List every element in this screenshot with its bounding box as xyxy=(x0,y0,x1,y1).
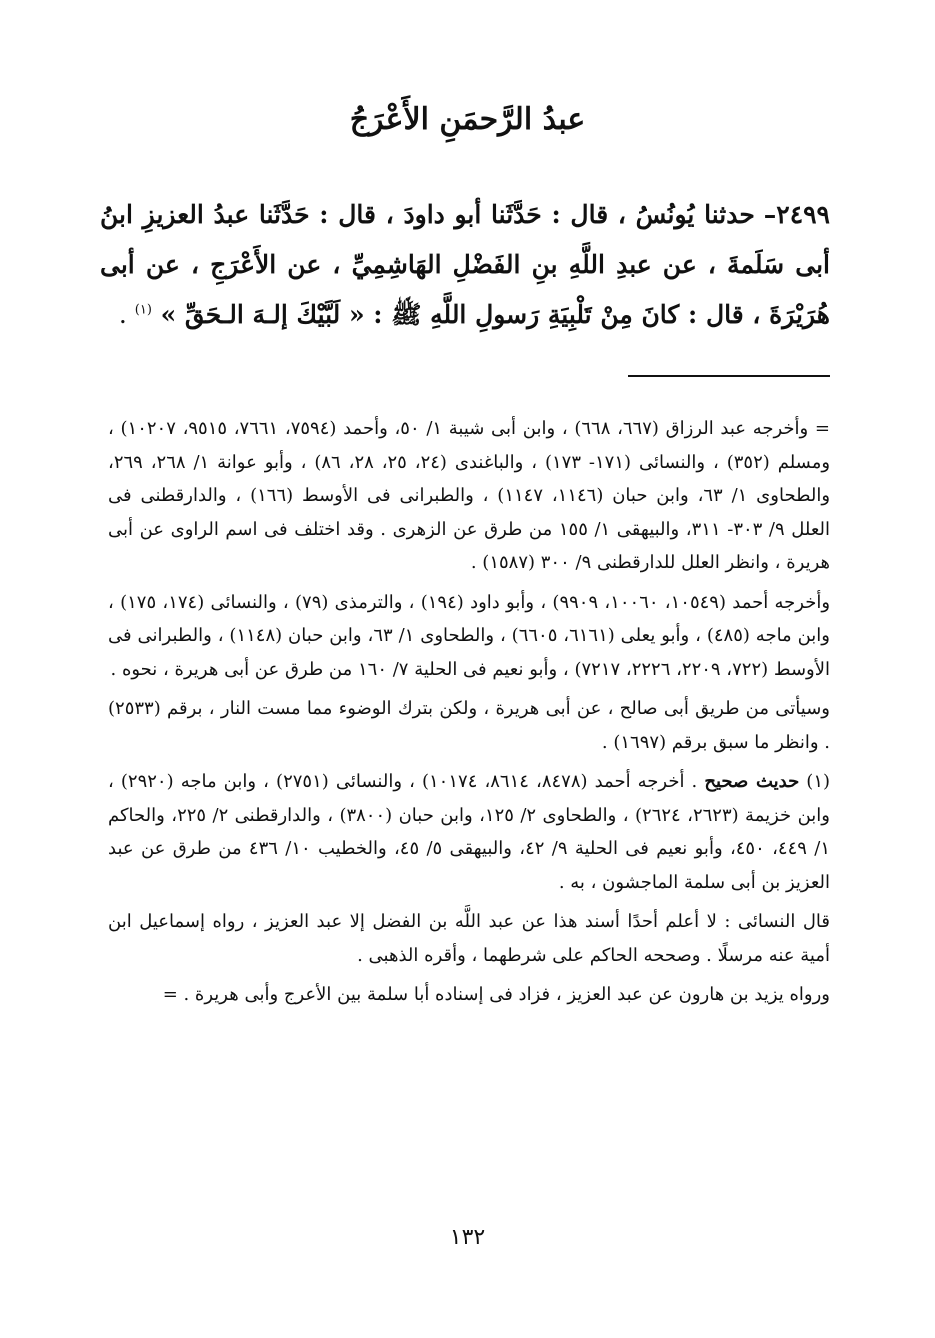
grading-label: حديث صحيح xyxy=(704,771,800,792)
hadith-text xyxy=(100,190,830,340)
footnote-paragraph: قال النسائى : لا أعلم أحدًا أسند هذا عن عبد اللَّه بن الفضل إلا عبد العزيز ، رواه إسماعيل ابن أمية عنه مرسلًا . وصححه الحاكم على شرطهما ، وأقره الذهبى . xyxy=(108,911,830,966)
chapter-heading: عبدُ الرَّحمَنِ الأَعْرَجُ xyxy=(349,102,586,137)
hadith-dash: – xyxy=(763,200,777,229)
footnote-paragraph xyxy=(108,765,830,899)
hadith-number: ٢٤٩٩ xyxy=(776,200,830,229)
footnote-paragraph: وأخرجه أحمد (١٠٥٤٩، ١٠٠٦٠، ٩٩٠٩) ، وأبو داود (١٩٤) ، والترمذى (٧٩) ، والنسائى (١٧٤، ١٧٥) ، وابن ماجه (٤٨٥) ، وأبو يعلى (٦١٦١، ٦٦٠٥) ، والطحاوى ١/ ٦٣، وابن حبان (١١٤٨) ، والطبرانى فى الأوسط (٧٢٢، ٢٢٠٩، ٢٢٢٦، ٧٢١٧) ، وأبو نعيم فى الحلية ٧/ ١٦٠ من طرق عن أبى هريرة ، نحوه . xyxy=(108,591,831,680)
footnote-divider xyxy=(628,375,830,377)
page-number: ١٣٢ xyxy=(449,1225,486,1250)
footnote-paragraph: ورواه يزيد بن هارون عن عبد العزيز ، فزاد فى إسناده أبا سلمة بين الأعرج وأبى هريرة . = xyxy=(162,984,830,1005)
hadith-end: . xyxy=(118,300,135,329)
footnote-paragraph: = وأخرجه عبد الرزاق (٦٦٧، ٦٦٨) ، وابن أبى شيبة ١/ ٥٠، وأحمد (٧٥٩٤، ٧٦٦١، ٩٥١٥، ١٠٢٠٧) ، ومسلم (٣٥٢) ، والنسائى (١٧١- ١٧٣) ، والباغندى (٢٤، ٢٥، ٢٨، ٨٦) ، وأبو عوانة ١/ ٢٦٨، ٢٦٩، والطحاوى ١/ ٦٣، وابن حبان (١١٤٦، ١١٤٧) ، والطبرانى فى الأوسط (١٦٦) ، والدارقطنى فى العلل ٩/ ٣٠٣- ٣١١، والبيهقى ١/ ١٥٥ من طرق عن الزهرى . وقد اختلف فى اسم الراوى عن أبى هريرة ، وانظر العلل للدارقطنى ٩/ ٣٠٠ (١٥٨٧) . xyxy=(108,418,831,573)
footnote-paragraph: وسيأتى من طريق أبى صالح ، عن أبى هريرة ، ولكن بترك الوضوء مما مست النار ، برقم (٢٥٣٣) . وانظر ما سبق برقم (١٦٩٧) . xyxy=(108,698,830,753)
hadith-body: حدثنا يُونُسُ ، قال : حَدَّثَنا أبو داودَ ، قال : حَدَّثَنا عبدُ العزيزِ ابنُ أبى سَلَمةَ ، عن عبدِ اللَّهِ بنِ الفَضْلِ الهَاشِمِيِّ ، عن الأَعْرَجِ ، عن أبى هُرَيْرَةَ ، قال : كانَ مِنْ تَلْبِيَةِ رَسولِ اللَّهِ ﷺ : « لَبَّيْكَ إلـهَ الـحَقِّ » xyxy=(100,200,830,329)
footnote-marker[interactable]: (١) xyxy=(134,302,152,318)
footnote-number: (١) xyxy=(799,771,831,792)
footnotes xyxy=(108,412,830,1012)
footnote-text: . أخرجه أحمد (٨٤٧٨، ٨٦١٤، ١٠١٧٤) ، والنسائى (٢٧٥١) ، وابن ماجه (٢٩٢٠) ، وابن خزيمة (٢٦٢٣، ٢٦٢٤) ، والطحاوى ٢/ ١٢٥، وابن حبان (٣٨٠٠) ، والدارقطنى ٢/ ٢٢٥، والحاكم ١/ ٤٤٩، ٤٥٠، وأبو نعيم فى الحلية ٩/ ٤٢، والبيهقى ٥/ ٤٥، والخطيب ١٠/ ٤٣٦ من طرق عن عبد العزيز بن أبى سلمة الماجشون ، به . xyxy=(108,771,831,893)
